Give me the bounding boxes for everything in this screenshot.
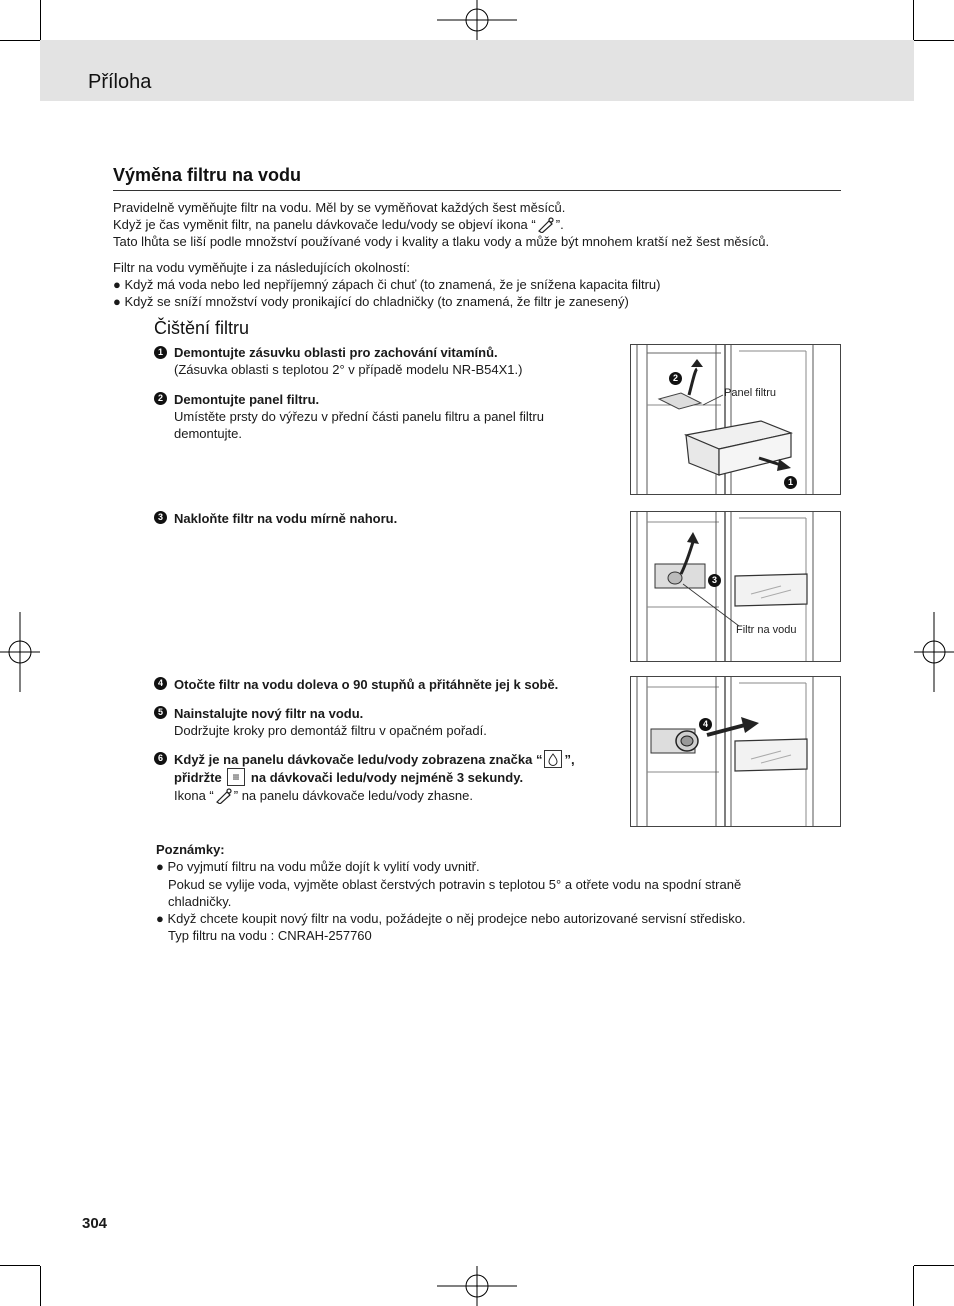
figure-tilt-filter-drawing <box>631 512 840 661</box>
note-2-filter-type: Typ filtru na vodu : CNRAH-257760 <box>168 928 372 943</box>
circumstances-intro: Filtr na vodu vyměňujte i za následujících okolností: <box>113 260 410 275</box>
section-divider <box>113 190 841 191</box>
section-title: Výměna filtru na vodu <box>113 165 302 185</box>
dispenser-button-icon <box>227 768 245 786</box>
note-1-detail: Pokud se vylije voda, vyjměte oblast čerstvých potravin s teplotou 5° a otřete vodu na spodní straně <box>168 877 742 892</box>
circumstance-2: ● Když se sníží množství vody pronikající do chladničky (to znamená, že filtr je zanesený) <box>113 294 629 309</box>
figure-2-callout-step-3: 3 <box>708 574 721 587</box>
step-6-text-post: ” na panelu dávkovače ledu/vody zhasne. <box>233 788 473 803</box>
step-6-text <box>174 787 473 808</box>
note-1: ● Po vyjmutí filtru na vodu může dojít k vylití vody uvnitř. <box>156 859 480 874</box>
step-4-title: Otočte filtr na vodu doleva o 90 stupňů a přitáhněte jej k sobě. <box>174 677 559 692</box>
figure-drawer-removal-drawing <box>631 345 840 494</box>
figure-1-callout-step-1: 1 <box>784 476 797 489</box>
note-2: ● Když chcete koupit nový filtr na vodu, požádejte o něj prodejce nebo autorizované servisní středisko. <box>156 911 746 926</box>
step-2-text-1: Umístěte prsty do výřezu v přední části panelu filtru a panel filtru <box>174 409 544 424</box>
step-2-text-2: demontujte. <box>174 426 242 441</box>
step-5-title: Nainstalujte nový filtr na vodu. <box>174 706 364 721</box>
step-2-number: 2 <box>154 392 167 405</box>
figure-1-label-filter-panel: Panel filtru <box>724 387 776 399</box>
intro-line-3: Tato lhůta se liší podle množství používané vody i kvality a tlaku vody a může být mnohem kratší než šest měsíců. <box>113 234 770 249</box>
figure-2-label-water-filter: Filtr na vodu <box>736 624 797 636</box>
intro-line-1: Pravidelně vyměňujte filtr na vodu. Měl by se vyměňovat každých šest měsíců. <box>113 200 566 215</box>
step-1-title: Demontujte zásuvku oblasti pro zachování vitamínů. <box>174 345 498 360</box>
registration-mark-left <box>0 612 40 692</box>
step-1-text: (Zásuvka oblasti s teplotou 2° v případě modelu NR-B54X1.) <box>174 362 523 377</box>
step-6-number: 6 <box>154 752 167 765</box>
step-6-line-2 <box>174 768 523 786</box>
step-1-number: 1 <box>154 346 167 359</box>
filter-icon <box>214 788 234 808</box>
note-1-detail-cont: chladničky. <box>168 894 232 909</box>
figure-rotate-filter <box>630 676 841 827</box>
header-bar <box>40 40 914 101</box>
page-number: 304 <box>82 1215 108 1232</box>
step-3-title: Nakloňte filtr na vodu mírně nahoru. <box>174 511 398 526</box>
figure-rotate-filter-drawing <box>631 677 840 826</box>
intro-line-2-pre: Když je čas vyměnit filtr, na panelu dávkovače ledu/vody se objeví ikona “ <box>113 217 536 232</box>
step-6-line-2-post: na dávkovači ledu/vody nejméně 3 sekundy. <box>250 770 524 785</box>
header-title: Příloha <box>88 71 152 93</box>
step-4-number: 4 <box>154 677 167 690</box>
notes-title: Poznámky: <box>156 842 225 857</box>
step-6-line-2-pre: přidržte <box>174 770 222 785</box>
registration-mark-top <box>437 0 517 40</box>
figure-1-callout-step-2: 2 <box>669 372 682 385</box>
step-6-title-post: ”, <box>564 752 575 767</box>
step-6-title <box>174 750 575 768</box>
water-drop-icon <box>544 750 562 768</box>
registration-mark-bottom <box>437 1266 517 1306</box>
circumstance-1: ● Když má voda nebo led nepříjemný zápach či chuť (to znamená, že je snížena kapacita filtru) <box>113 277 661 292</box>
step-6-text-pre: Ikona “ <box>174 788 214 803</box>
step-3-number: 3 <box>154 511 167 524</box>
step-2-title: Demontujte panel filtru. <box>174 392 320 407</box>
cleaning-title: Čištění filtru <box>154 318 250 338</box>
step-5-text: Dodržujte kroky pro demontáž filtru v opačném pořadí. <box>174 723 487 738</box>
registration-mark-right <box>914 612 954 692</box>
step-6-title-pre: Když je na panelu dávkovače ledu/vody zobrazena značka “ <box>174 752 543 767</box>
step-5-number: 5 <box>154 706 167 719</box>
figure-tilt-filter <box>630 511 841 662</box>
figure-3-callout-step-4: 4 <box>699 718 712 731</box>
figure-drawer-removal <box>630 344 841 495</box>
intro-line-2-post: ”. <box>555 217 564 232</box>
